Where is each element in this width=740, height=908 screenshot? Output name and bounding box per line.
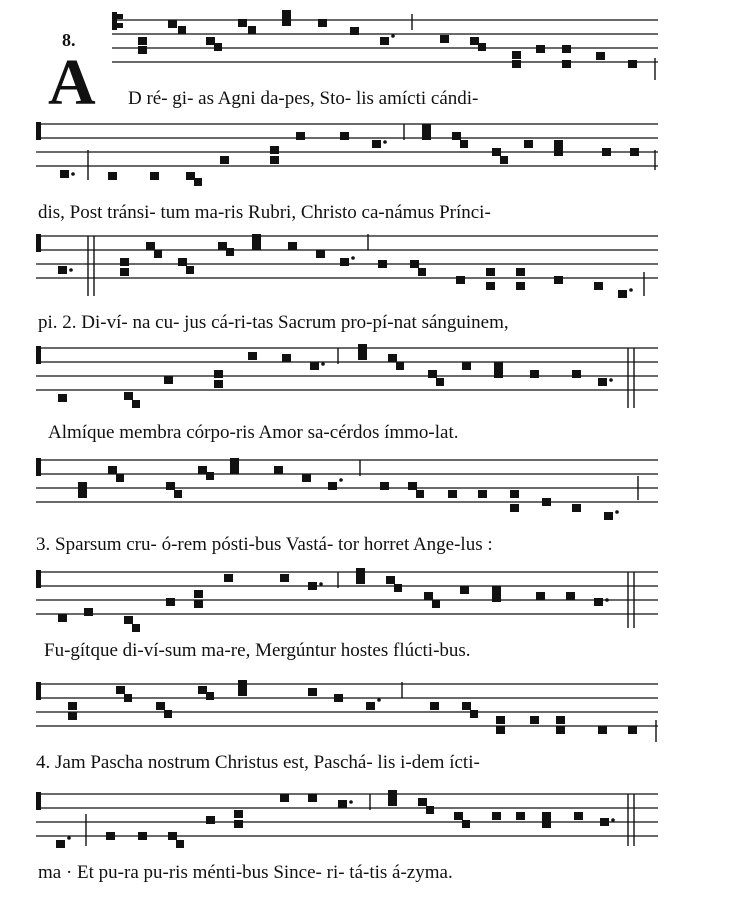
music-staff: [0, 120, 740, 200]
lyric-line-5: 3. Sparsum cru- ó-rem pósti-bus Vastá- tor horret Ange-lus :: [36, 534, 493, 555]
lyric-line-4: Almíque membra córpo-ris Amor sa-cérdos ímmo-lat.: [48, 422, 459, 443]
lyric-line-1: D ré- gi- as Agni da-pes, Sto- lis amícti cándi-: [128, 88, 479, 109]
music-staff: [0, 568, 740, 648]
music-staff: [0, 456, 740, 536]
initial-letter: A: [48, 46, 96, 119]
hymn-number: 8.: [62, 30, 76, 50]
music-staff: [0, 0, 740, 80]
music-staff: [0, 344, 740, 424]
lyric-line-7: 4. Jam Pascha nostrum Christus est, Paschá- lis i-dem ícti-: [36, 752, 480, 773]
lyric-line-2: dis, Post tránsi- tum ma-ris Rubri, Christo ca-námus Prínci-: [38, 202, 491, 223]
lyric-line-8: ma · Et pu-ra pu-ris ménti-bus Since- ri- tá-tis á-zyma.: [38, 862, 453, 883]
lyric-line-3: pi. 2. Di-ví- na cu- jus cá-ri-tas Sacrum pro-pí-nat sánguinem,: [38, 312, 509, 333]
music-staff: [0, 680, 740, 760]
music-staff: [0, 790, 740, 870]
music-staff: [0, 232, 740, 312]
lyric-line-6: Fu-gítque di-ví-sum ma-re, Mergúntur hostes flúcti-bus.: [44, 640, 471, 661]
